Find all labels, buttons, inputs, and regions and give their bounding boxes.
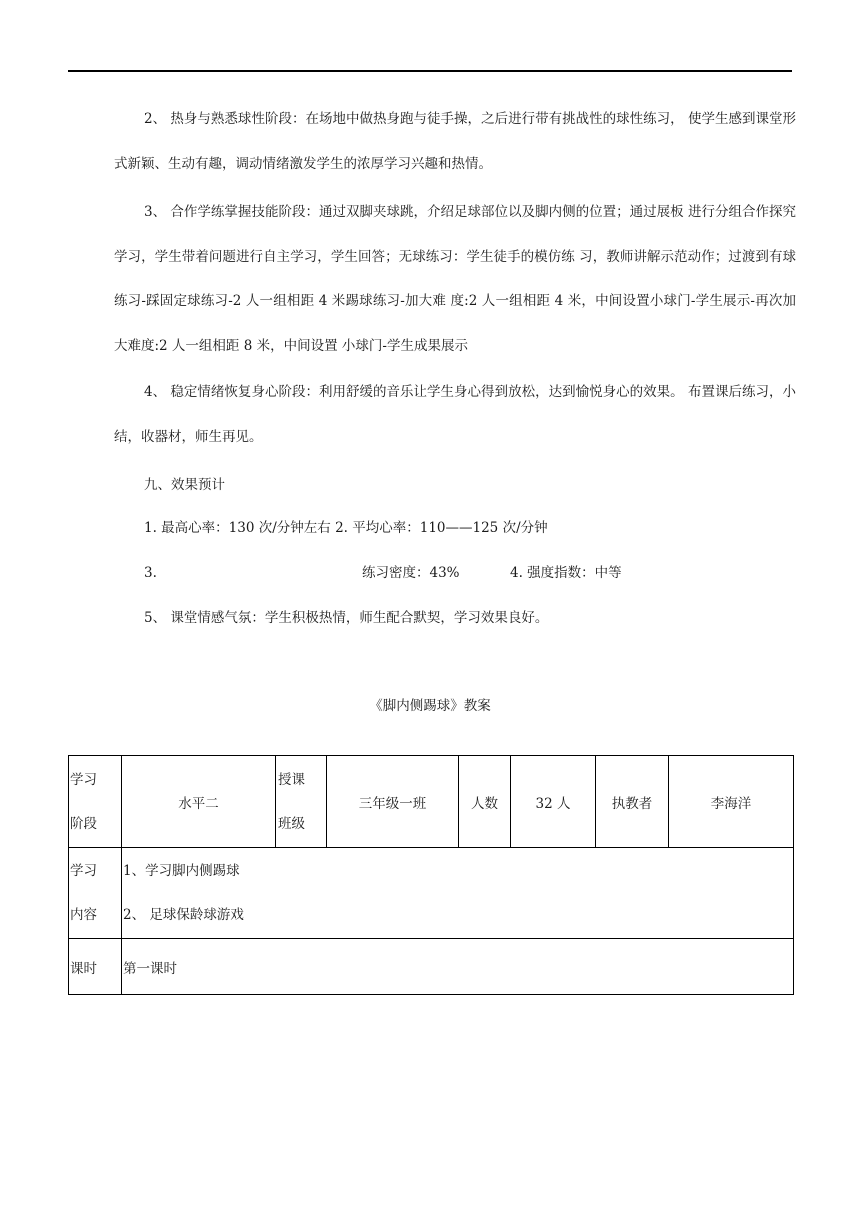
section-heading-effect: 九、效果预计 — [144, 477, 225, 493]
class-value: 三年级一班 — [327, 756, 459, 848]
lesson-plan-table — [68, 755, 794, 995]
content-item: 1、学习脚内侧踢球 — [123, 863, 240, 879]
class-label-line1: 授课 — [278, 771, 305, 788]
paragraph-recovery: 4、 稳定情绪恢复身心阶段：利用舒缓的音乐让学生身心得到放松，达到愉悦身心的效果。 布置课后练习，小结，收器材，师生再见。 — [114, 384, 796, 445]
content-item: 2、 足球保龄球游戏 — [123, 907, 244, 923]
effect-item-3-number: 3. — [144, 565, 157, 581]
paragraph-cooperative-practice: 3、 合作学练掌握技能阶段：通过双脚夹球跳，介绍足球部位以及脚内侧的位置；通过展板 进行分组合作探究学习，学生带着问题进行自主学习，学生回答；无球练习：学生徒手的模仿练 习，教师讲解示范动作；过渡到有球练习-踩固定球练习-2 人一组相距 4 米踢球练习-加大难 度:2 人一组相距 4 米，中间设置小球门-学生展示-再次加大难度:2 人一组相距 8 米，中间设置 小球门-学生成果展示 — [114, 204, 796, 354]
header-rule — [68, 70, 792, 72]
table-row — [69, 756, 794, 848]
period-label: 课时 — [69, 939, 122, 995]
teacher-value: 李海洋 — [669, 756, 794, 848]
table-row — [69, 939, 794, 995]
paragraph-warmup: 2、 热身与熟悉球性阶段：在场地中做热身跑与徒手操，之后进行带有挑战性的球性练习， 使学生感到课堂形式新颖、生动有趣，调动情绪激发学生的浓厚学习兴趣和热情。 — [114, 111, 796, 172]
lesson-plan-title: 《脚内侧踢球》教案 — [369, 698, 491, 714]
stage-label-line1: 学习 — [70, 771, 97, 788]
count-value: 32 人 — [511, 756, 596, 848]
content-label-line2: 内容 — [70, 907, 97, 923]
table-row — [69, 848, 794, 939]
content-label-line1: 学习 — [70, 863, 97, 879]
stage-value: 水平二 — [122, 756, 276, 848]
effect-heart-rate: 1. 最高心率：130 次/分钟左右 2. 平均心率：110——125 次/分钟 — [144, 520, 548, 536]
effect-practice-density: 练习密度：43% — [362, 565, 460, 581]
teacher-label: 执教者 — [596, 756, 669, 848]
stage-label-line2: 阶段 — [70, 815, 97, 832]
count-label: 人数 — [459, 756, 511, 848]
content-label-cell — [69, 848, 122, 939]
stage-label-cell — [69, 756, 122, 848]
effect-intensity: 4. 强度指数：中等 — [510, 565, 622, 581]
period-value: 第一课时 — [122, 939, 794, 995]
paragraph-atmosphere: 5、 课堂情感气氛：学生积极热情，师生配合默契，学习效果良好。 — [144, 610, 549, 626]
class-label-line2: 班级 — [278, 815, 305, 832]
content-value-cell — [122, 848, 794, 939]
class-label-cell — [276, 756, 327, 848]
